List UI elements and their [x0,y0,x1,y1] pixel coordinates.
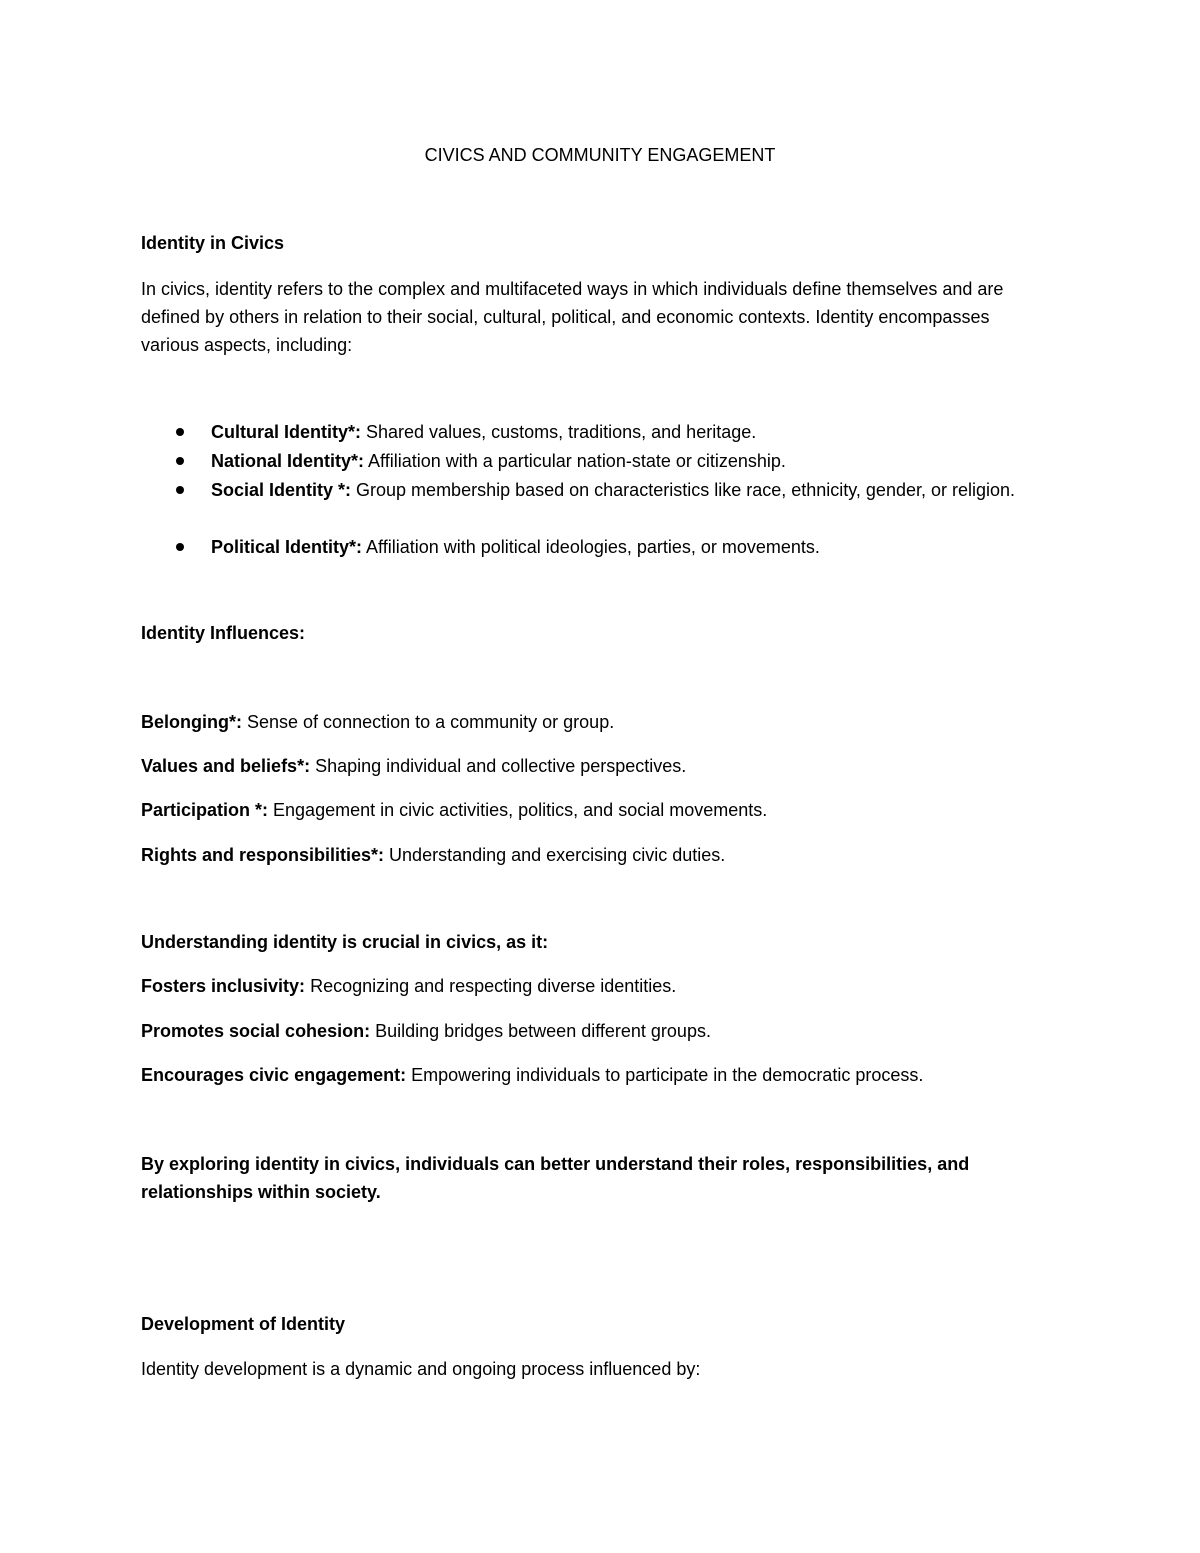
item-term: Participation *: [141,800,269,820]
list-item-cultural-identity [211,418,1041,446]
section-heading-identity-in-civics: Identity in Civics [141,233,285,253]
item-text: Engagement in civic activities, politics, and social movements. [268,800,768,820]
item-term: Rights and responsibilities*: [141,845,385,865]
list-item-term: Political Identity*: [211,537,363,557]
section-heading-understanding-identity: Understanding identity is crucial in civics, as it: [141,932,549,952]
item-term: Fosters inclusivity: [141,976,306,996]
list-item-national-identity [211,447,1041,475]
item-text: Understanding and exercising civic duties. [384,845,726,865]
list-item-text: Affiliation with political ideologies, parties, or movements. [362,537,820,557]
list-item-text: Group membership based on characteristics like race, ethnicity, gender, or religion. [351,480,1016,500]
document-title: CIVICS AND COMMUNITY ENGAGEMENT [424,145,776,165]
identity-development-paragraph: Identity development is a dynamic and ongoing process influenced by: [141,1359,701,1379]
bullet-icon [176,428,184,436]
bullet-icon [176,457,184,465]
identity-definition-paragraph: In civics, identity refers to the complex and multifaceted ways in which individuals define themselves and are defined by others in relation to their social, cultural, political, and economic contexts. Identity encompasses various aspects, including: [141,279,1004,355]
conclusion-paragraph: By exploring identity in civics, individuals can better understand their roles, responsibilities, and relationships within society. [141,1154,970,1202]
list-item-political-identity [211,533,1041,561]
item-text: Sense of connection to a community or group. [242,712,615,732]
list-item-text: Affiliation with a particular nation-state or citizenship. [364,451,786,471]
influence-item-participation [141,798,767,822]
item-text: Empowering individuals to participate in the democratic process. [406,1065,924,1085]
item-text: Recognizing and respecting diverse identities. [305,976,677,996]
benefit-item-inclusivity [141,974,676,998]
benefit-item-cohesion [141,1019,711,1043]
item-term: Encourages civic engagement: [141,1065,407,1085]
list-item-term: National Identity*: [211,451,365,471]
item-term: Values and beliefs*: [141,756,311,776]
list-item-social-identity [211,476,1041,504]
list-item-text: Shared values, customs, traditions, and heritage. [361,422,757,442]
list-item-term: Cultural Identity*: [211,422,362,442]
list-item-term: Social Identity *: [211,480,352,500]
benefit-item-engagement [141,1063,923,1087]
bullet-icon [176,486,184,494]
influence-item-rights [141,843,725,867]
item-term: Promotes social cohesion: [141,1021,371,1041]
item-text: Building bridges between different groups. [370,1021,711,1041]
influence-item-belonging [141,710,614,734]
section-heading-development-of-identity: Development of Identity [141,1314,346,1334]
section-heading-identity-influences: Identity Influences: [141,623,306,643]
bullet-icon [176,543,184,551]
influence-item-values [141,754,686,778]
item-term: Belonging*: [141,712,242,732]
item-text: Shaping individual and collective perspectives. [310,756,687,776]
